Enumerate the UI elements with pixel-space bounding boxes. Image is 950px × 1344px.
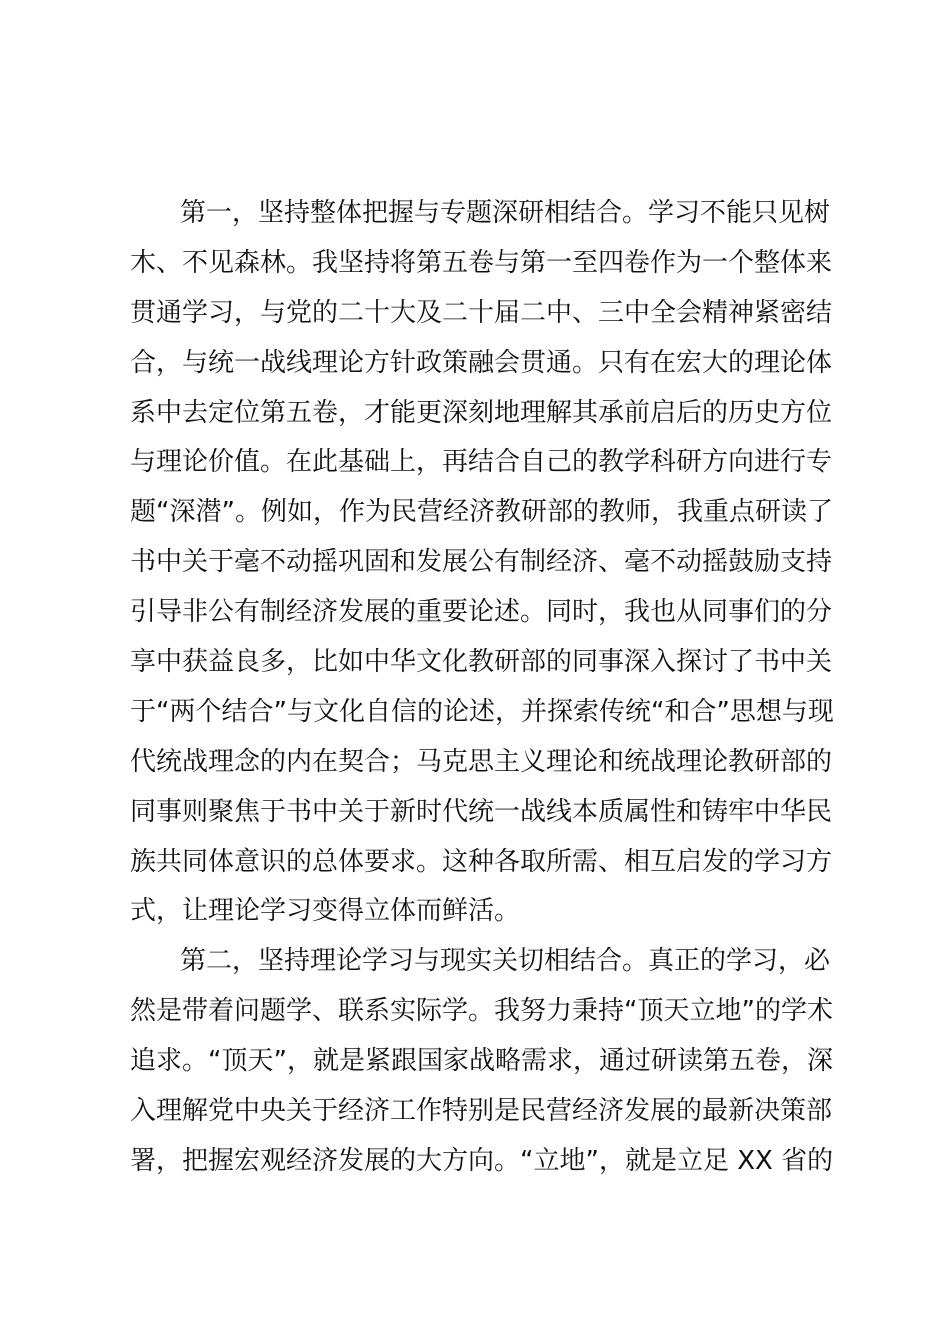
paragraph-2-line: 署，把握宏观经济发展的大方向。“立地”，就是立足 XX 省的: [130, 1145, 834, 1176]
paragraph-1-line: 族共同体意识的总体要求。这种各取所需、相互启发的学习方: [130, 846, 833, 877]
document-body: [130, 196, 834, 1194]
paragraph-1-line: 享中获益良多，比如中华文化教研部的同事深入探讨了书中关: [130, 647, 833, 678]
paragraph-1-line: 第一，坚持整体把握与专题深研相结合。学习不能只见树: [180, 198, 831, 228]
paragraph-1-line: 于“两个结合”与文化自信的论述，并探索传统“和合”思想与现: [130, 696, 834, 727]
paragraph-1-line: 引导非公有制经济发展的重要论述。同时，我也从同事们的分: [130, 597, 833, 628]
paragraph-2-line: 第二，坚持理论学习与现实关切相结合。真正的学习，必: [180, 946, 831, 977]
paragraph-1-line: 式，让理论学习变得立体而鲜活。: [130, 896, 521, 927]
paragraph-1-line: 贯通学习，与党的二十大及二十届二中、三中全会精神紧密结: [130, 297, 833, 328]
paragraph-1-line: 木、不见森林。我坚持将第五卷与第一至四卷作为一个整体来: [130, 247, 833, 278]
paragraph-2-line: 入理解党中央关于经济工作特别是民营经济发展的最新决策部: [130, 1096, 833, 1127]
paragraph-2-line: 追求。“顶天”，就是紧跟国家战略需求，通过研读第五卷，深: [130, 1046, 833, 1077]
paragraph-1-line: 题“深潜”。例如，作为民营经济教研部的教师，我重点研读了: [130, 497, 833, 528]
paragraph-2-line: 然是带着问题学、联系实际学。我努力秉持“顶天立地”的学术: [130, 996, 833, 1027]
paragraph-1-line: 合，与统一战线理论方针政策融会贯通。只有在宏大的理论体: [130, 347, 833, 378]
paragraph-1-line: 系中去定位第五卷，才能更深刻地理解其承前启后的历史方位: [130, 397, 833, 428]
paragraph-1-line: 书中关于毫不动摇巩固和发展公有制经济、毫不动摇鼓励支持: [130, 547, 833, 578]
paragraph-1-line: 同事则聚焦于书中关于新时代统一战线本质属性和铸牢中华民: [130, 796, 833, 827]
paragraph-1-line: 代统战理念的内在契合；马克思主义理论和统战理论教研部的: [130, 746, 833, 777]
paragraph-1-line: 与理论价值。在此基础上，再结合自己的教学科研方向进行专: [130, 447, 833, 478]
